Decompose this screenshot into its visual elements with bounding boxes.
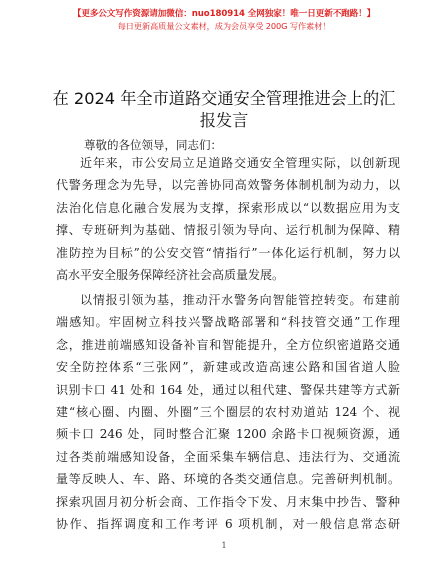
page-number: 1 xyxy=(221,541,227,550)
paragraph-line: 安全防控体系“三张网”，新建或改造高速公路和国省道人脸 xyxy=(56,360,400,375)
paragraph-line: 识别卡口 41 处和 164 处，通过以租代建、警保共建等方式新 xyxy=(56,382,400,397)
paragraph-line: 法治化信息化融合发展为支撑，探索形成以“以数据应用为支 xyxy=(56,200,400,215)
paragraph-line: 念，推进前端感知设备补盲和智能提升，全方位织密道路交通 xyxy=(56,337,400,352)
paragraph-intelligence xyxy=(56,289,400,535)
paragraph-line: 量等反映人、车、路、环境的各类交通信息。完善研判机制。 xyxy=(56,472,400,487)
document-title-line-2: 报发言 xyxy=(199,111,249,130)
paragraph-line: 以情报引领为基，推动汗水警务向智能管控转变。布建前 xyxy=(80,293,400,307)
paragraph-line: 近年来，市公安局立足道路交通安全管理实际，以创新现 xyxy=(80,156,400,170)
promo-banner-line-2: 每日更新高质量公文素材，成为会员享受 200G 写作素材！ xyxy=(117,21,331,31)
paragraph-line: 过各类前端感知设备，全面采集车辆信息、违法行为、交通流 xyxy=(56,449,400,464)
paragraph-line: 探索巩固月初分析会商、工作指令下发、月末集中抄告、警种 xyxy=(56,494,400,509)
promo-banner-line-1: 【更多公文写作资源请加微信：nuo180914 全网独家！唯一日更新不跑路！】 xyxy=(72,9,376,19)
paragraph-line: 代警务理念为先导，以完善协同高效警务体制机制为动力，以 xyxy=(56,178,400,193)
document-title-line-1: 在 2024 年全市道路交通安全管理推进会上的汇 xyxy=(52,89,396,108)
paragraph-line: 准防控为目标”的公安交管“情指行”一体化运行机制，努力以 xyxy=(56,245,400,260)
paragraph-line: 频卡口 246 处，同时整合汇聚 1200 余路卡口视频资源，通 xyxy=(56,427,400,442)
promo-banner xyxy=(0,8,448,32)
paragraph-line: 端感知。牢固树立科技兴警战略部署和“科技管交通”工作理 xyxy=(56,315,400,330)
salutation: 尊敬的各位领导，同志们： xyxy=(84,138,222,152)
paragraph-line: 协作、指挥调度和工作考评 6 项机制，对一般信息常态研 xyxy=(56,516,400,531)
paragraph-line: 撑、专班研判为基础、情报引领为导向、运行机制为保障、精 xyxy=(56,223,400,238)
paragraph-line: 建“核心圈、内圈、外圈”三个圈层的农村劝道站 124 个、视 xyxy=(56,404,400,419)
paragraph-line: 高水平安全服务保障经济社会高质量发展。 xyxy=(56,267,285,282)
paragraph-intro xyxy=(56,152,400,286)
document-title xyxy=(40,88,408,132)
